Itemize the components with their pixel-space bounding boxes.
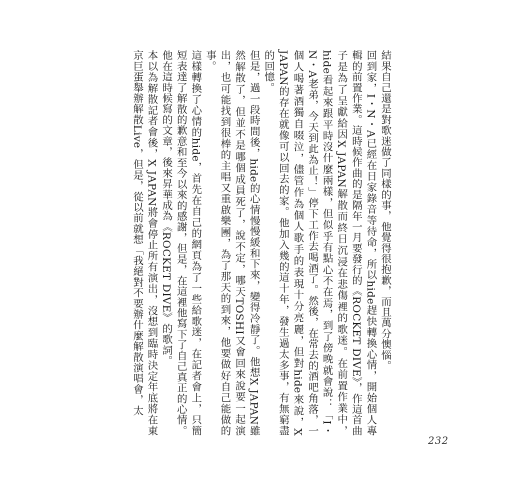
- body-text: [129, 50, 392, 436]
- paragraph: 這樣轉換了心情的hide，首先在自己的網頁為了一些給歌迷，在記者會上，只簡短表達了解散的歉意和至今以來的感謝，但是，在這裡他寫下了自己真正的心情。他在這時候寫的文章，後來昇華成為《ROCKET DIVE》的歌詞。: [160, 50, 202, 436]
- page-number: 232: [428, 436, 449, 447]
- paragraph: 但是，過一段時間後，hide的心情慢慢緩和下來，變得冷靜了。他想X JAPAN雖然解散了，但並不是哪個成員死了，說不定，哪天TOSHI又會回來說要一起演出，也可能找到很棒的主唱又重啟樂團，為了那天的到來，他要做好自己能做的事。: [203, 50, 260, 436]
- paragraph: 本以為解散記者會後，X JAPAN將會停止所有演出，沒想到臨時決定年底將在東京巨蛋舉辦解散Live，但是，從以前就想「我絕對不要辦什麼解散演唱會，太: [130, 50, 158, 436]
- paragraph: 結果自己還是對歌迷做了同樣的事，他覺得很抱歉，而且萬分懊惱。: [379, 50, 391, 371]
- paragraph: 回到家，I・N・A已經在日家錄音等待命，所以hide趕快轉換心情，開始個人專輯的前置作業。這時候作曲的是隔年一月要發行的《ROCKET DIVE》，作這首曲子是為了呈獻給因X JAPAN解散而終日沉浸在悲傷裡的歌迷。在前置作業中，hide看起來跟平時沒什麼兩樣，但似乎有點心不在焉，到了傍晚就會說：「I・N・A老弟，今天到此為止！」停下工作去喝酒了。然後，在常去的酒吧角落，一個人喝著酒獨自啜泣，儘管作為個人歌手的表現十分亮麗，但對hide來說，X JAPAN的存在就像可以回去的家。他加入幾的這十年，發生過太多事，有無窮盡的回憶。: [262, 50, 377, 436]
